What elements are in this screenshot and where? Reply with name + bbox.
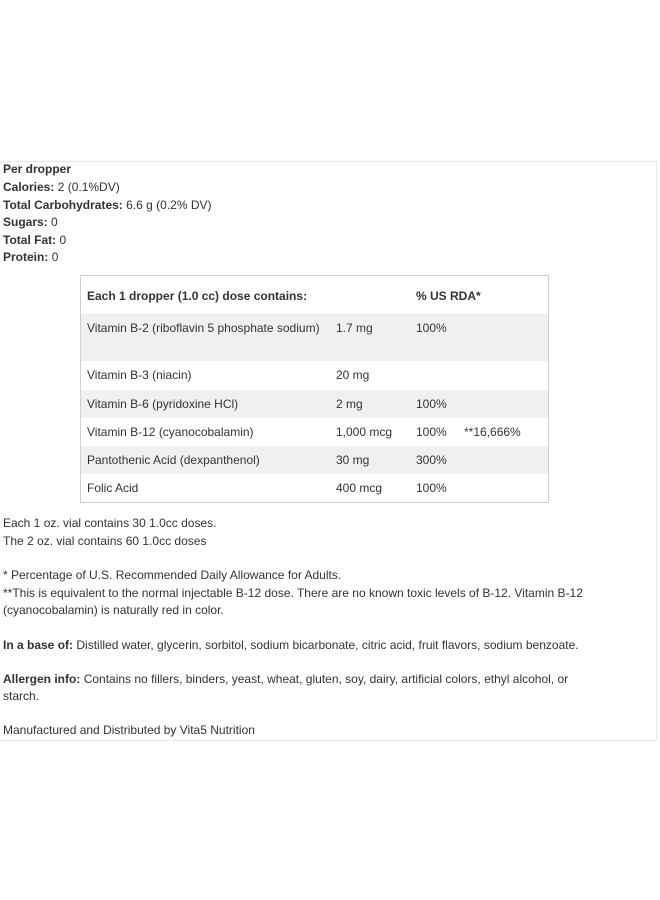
header-ingredient: Each 1 dropper (1.0 cc) dose contains: xyxy=(87,289,308,303)
ingredient-amount: 2 mg xyxy=(336,397,363,411)
protein-value: 0 xyxy=(51,250,59,264)
protein-label: Protein: xyxy=(3,250,49,264)
ingredient-amount: 20 mg xyxy=(336,368,370,382)
calories-value: 2 (0.1%DV) xyxy=(57,180,120,194)
ingredient-rda: 100% xyxy=(416,321,447,335)
fat-value: 0 xyxy=(59,233,67,247)
table-row xyxy=(81,446,548,474)
doses-line-1: Each 1 oz. vial contains 30 1.0cc doses. xyxy=(3,516,217,530)
sugars-label: Sugars: xyxy=(3,215,48,229)
table-row xyxy=(81,390,548,418)
sugars-value: 0 xyxy=(51,215,58,229)
ingredient-name: Vitamin B-12 (cyanocobalamin) xyxy=(87,425,254,439)
table-row xyxy=(81,474,548,502)
table-row xyxy=(81,418,548,446)
calories-line xyxy=(3,179,120,196)
base-text: Distilled water, glycerin, sorbitol, sodium bicarbonate, citric acid, fruit flavors, sodium benzoate. xyxy=(76,638,579,652)
table-row xyxy=(81,361,548,390)
table-header-row xyxy=(81,276,548,314)
allergen-text: Contains no fillers, binders, yeast, wheat, gluten, soy, dairy, artificial colors, ethyl alcohol, or xyxy=(83,672,569,686)
allergen-info-line-2: starch. xyxy=(3,689,40,703)
manufacturer-note: Manufactured and Distributed by Vita5 Nutrition xyxy=(3,723,255,737)
b12-footnote-line-1: **This is equivalent to the normal injectable B-12 dose. There are no known toxic levels of B-12. Vitamin B-12 xyxy=(3,586,583,600)
ingredient-amount: 30 mg xyxy=(336,453,370,467)
calories-label: Calories: xyxy=(3,180,55,194)
ingredient-name: Folic Acid xyxy=(87,481,139,495)
fat-label: Total Fat: xyxy=(3,233,57,247)
ingredient-name: Pantothenic Acid (dexpanthenol) xyxy=(87,453,260,467)
header-rda: % US RDA* xyxy=(416,289,481,303)
ingredient-rda: 100% xyxy=(416,481,447,495)
table-row xyxy=(81,314,548,361)
fat-line xyxy=(3,232,66,249)
ingredient-table xyxy=(80,275,549,503)
base-label: In a base of: xyxy=(3,638,74,652)
rda-footnote: * Percentage of U.S. Recommended Daily Allowance for Adults. xyxy=(3,568,342,582)
ingredient-name: Vitamin B-3 (niacin) xyxy=(87,368,192,382)
doses-line-2: The 2 oz. vial contains 60 1.0cc doses xyxy=(3,534,207,548)
base-ingredients xyxy=(3,637,579,654)
ingredient-note: **16,666% xyxy=(464,425,521,439)
ingredient-name: Vitamin B-6 (pyridoxine HCl) xyxy=(87,397,239,411)
ingredient-name: Vitamin B-2 (riboflavin 5 phosphate sodium) xyxy=(87,321,320,335)
ingredient-rda: 100% xyxy=(416,397,447,411)
allergen-label: Allergen info: xyxy=(3,672,81,686)
ingredient-amount: 400 mcg xyxy=(336,481,383,495)
ingredient-rda: 100% xyxy=(416,425,447,439)
ingredient-amount: 1.7 mg xyxy=(336,321,373,335)
ingredient-rda: 300% xyxy=(416,453,447,467)
sugars-line xyxy=(3,214,58,231)
b12-footnote-line-2: (cyanocobalamin) is naturally red in color. xyxy=(3,603,224,617)
ingredient-amount: 1,000 mcg xyxy=(336,425,393,439)
carbs-value: 6.6 g (0.2% DV) xyxy=(126,198,212,212)
protein-line xyxy=(3,249,58,266)
carbs-label: Total Carbohydrates: xyxy=(3,198,123,212)
per-dropper-heading: Per dropper xyxy=(3,162,72,176)
carbs-line xyxy=(3,197,212,214)
allergen-info-line-1 xyxy=(3,671,568,688)
